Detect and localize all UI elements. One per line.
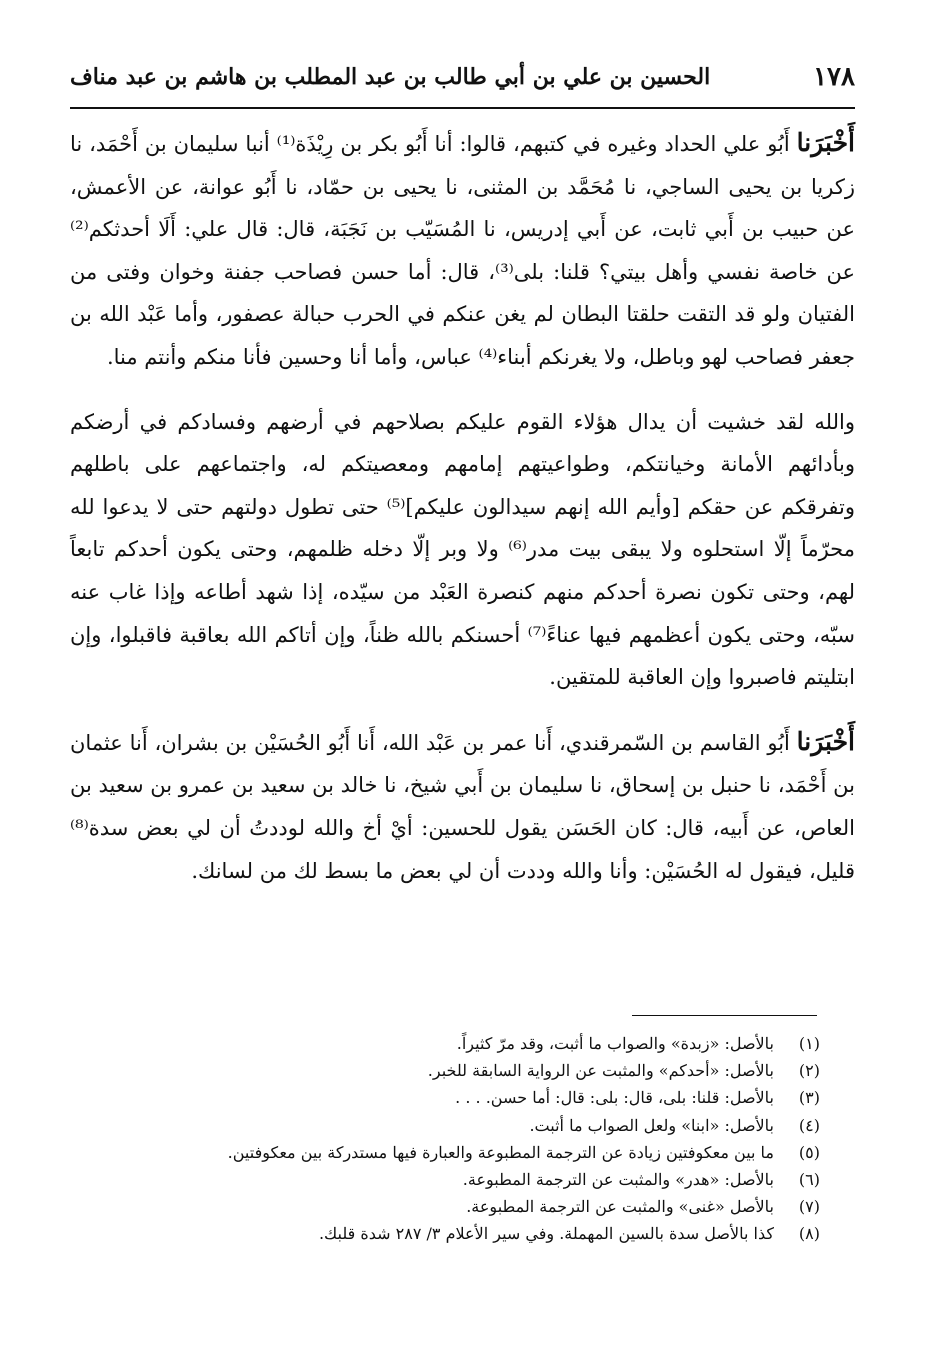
running-title: الحسين بن علي بن أبي طالب بن عبد المطلب بن هاشم بن عبد مناف xyxy=(70,64,711,90)
page-number: ١٧٨ xyxy=(813,62,855,92)
footnote-text: بالأصل: «ابنا» ولعل الصواب ما أثبت. xyxy=(529,1115,774,1135)
paragraph-keyword: أَخْبَرَنا xyxy=(796,726,855,756)
footnote-separator xyxy=(632,1015,817,1016)
footnote-item xyxy=(120,1220,820,1247)
footnote-number: (٤) xyxy=(798,1115,820,1135)
footnote-number: (٥) xyxy=(798,1142,820,1162)
paragraph-2 xyxy=(70,401,855,699)
paragraph-text: والله لقد خشيت أن يدال هؤلاء القوم عليكم بصلاحهم في أرضهم وفسادكم في أرضكم وبأدائهم الأمانة وخيانتكم، وطواعيتهم إمامهم ومعصيتكم له، واجتماعهم على باطلهم وتفرقكم عن حقكم [وأيم الله إنهم سيدالون عليكم]⁽⁵⁾ حتى تطول دولتهم حتى لا يدعوا لله محرّماً إلّا استحلوه ولا يبقى بيت مدر⁽⁶⁾ ولا وبر إلّا دخله ظلمهم، وحتى يكون أحدكم تابعاً لهم، وحتى تكون نصرة أحدكم منهم كنصرة العَبْد من سيّده، إذا شهد أطاعه وإذا غاب عنه سبّه، وحتى يكون أعظمهم فيها عناءً⁽⁷⁾ أحسنكم بالله ظناً، وإن أتاكم الله بعاقبة فاقبلوا، وإن ابتليتم فاصبروا وإن العاقبة للمتقين. xyxy=(70,409,856,690)
paragraph-text: أَبُو علي الحداد وغيره في كتبهم، قالوا: أنا أَبُو بكر بن رِيْذَة⁽¹⁾ أنبا سليمان بن أَحْمَد، نا زكريا بن يحيى الساجي، نا مُحَمَّد بن المثنى، نا يحيى بن حمّاد، نا أَبُو عوانة، عن الأعمش، عن حبيب بن أَبي ثابت، عن أَبي إدريس، نا المُسَيّب بن نَجَبَة، قال: قال علي: أَلَا أحدثكم⁽²⁾ عن خاصة نفسي وأهل بيتي؟ قلنا: بلى⁽³⁾، قال: أما حسن فصاحب جفنة وخوان وفتى من الفتيان ولو قد التقت حلقتا البطان لم يغن عنكم في الحرب حبالة عصفور، وأما عَبْد الله بن جعفر فصاحب لهو وباطل، ولا يغرنكم أبناء⁽⁴⁾ عباس، وأما أنا وحسين فأنا منكم وأنتم منا. xyxy=(70,132,856,369)
paragraph-text: أَبُو القاسم بن السّمرقندي، أَنا عمر بن عَبْد الله، أَنا أَبُو الحُسَيْن بن بشران، أَنا عثمان بن أَحْمَد، نا حنبل بن إسحاق، نا سليمان بن أَبي شيخ، نا خالد بن سعيد بن عمرو بن سعيد بن العاص، عن أَبيه، قال: كان الحَسَن يقول للحسين: أيْ أخ والله لوددتُ أن لي بعض سدة⁽⁸⁾ قليل، فيقول له الحُسَيْن: وأنا والله وددت أن لي بعض ما بسط لك من لسانك. xyxy=(70,730,855,883)
footnote-item xyxy=(120,1112,820,1139)
footnote-item xyxy=(120,1166,820,1193)
paragraph-1 xyxy=(70,122,855,379)
footnote-number: (٧) xyxy=(798,1197,820,1217)
footnote-item xyxy=(120,1139,820,1166)
footnote-number: (٢) xyxy=(798,1061,820,1081)
footnote-text: بالأصل «غنى» والمثبت عن الترجمة المطبوعة. xyxy=(466,1197,774,1217)
body-text xyxy=(70,122,855,892)
footnote-item xyxy=(120,1084,820,1111)
footnote-text: بالأصل: قلنا: بلى، قال: بلى: قال: أما حسن. . . . xyxy=(455,1088,774,1108)
footnote-text: بالأصل: «هدر» والمثبت عن الترجمة المطبوعة. xyxy=(462,1170,774,1190)
footnote-item xyxy=(120,1030,820,1057)
header-rule xyxy=(70,107,855,109)
footnote-number: (٣) xyxy=(798,1088,820,1108)
footnote-text: ما بين معكوفتين زيادة عن الترجمة المطبوعة والعبارة فيها مستدركة بين معكوفتين. xyxy=(227,1142,774,1162)
paragraph-3 xyxy=(70,721,855,892)
footnote-number: (١) xyxy=(798,1034,820,1053)
footnote-number: (٦) xyxy=(798,1170,820,1190)
footnote-item xyxy=(120,1193,820,1220)
page-header xyxy=(70,62,855,102)
footnote-item xyxy=(120,1057,820,1084)
footnote-text: بالأصل: «أحدكم» والمثبت عن الرواية السابقة للخبر. xyxy=(427,1061,774,1081)
footnotes-list xyxy=(120,1030,820,1248)
footnote-text: بالأصل: «زبدة» والصواب ما أثبت، وقد مرّ كثيراً. xyxy=(456,1034,774,1053)
paragraph-keyword: أَخْبَرَنا xyxy=(796,128,855,157)
footnote-text: كذا بالأصل سدة بالسين المهملة. وفي سير الأعلام ٣/ ٢٨٧ شدة قلبك. xyxy=(318,1224,774,1244)
footnote-number: (٨) xyxy=(798,1224,820,1244)
